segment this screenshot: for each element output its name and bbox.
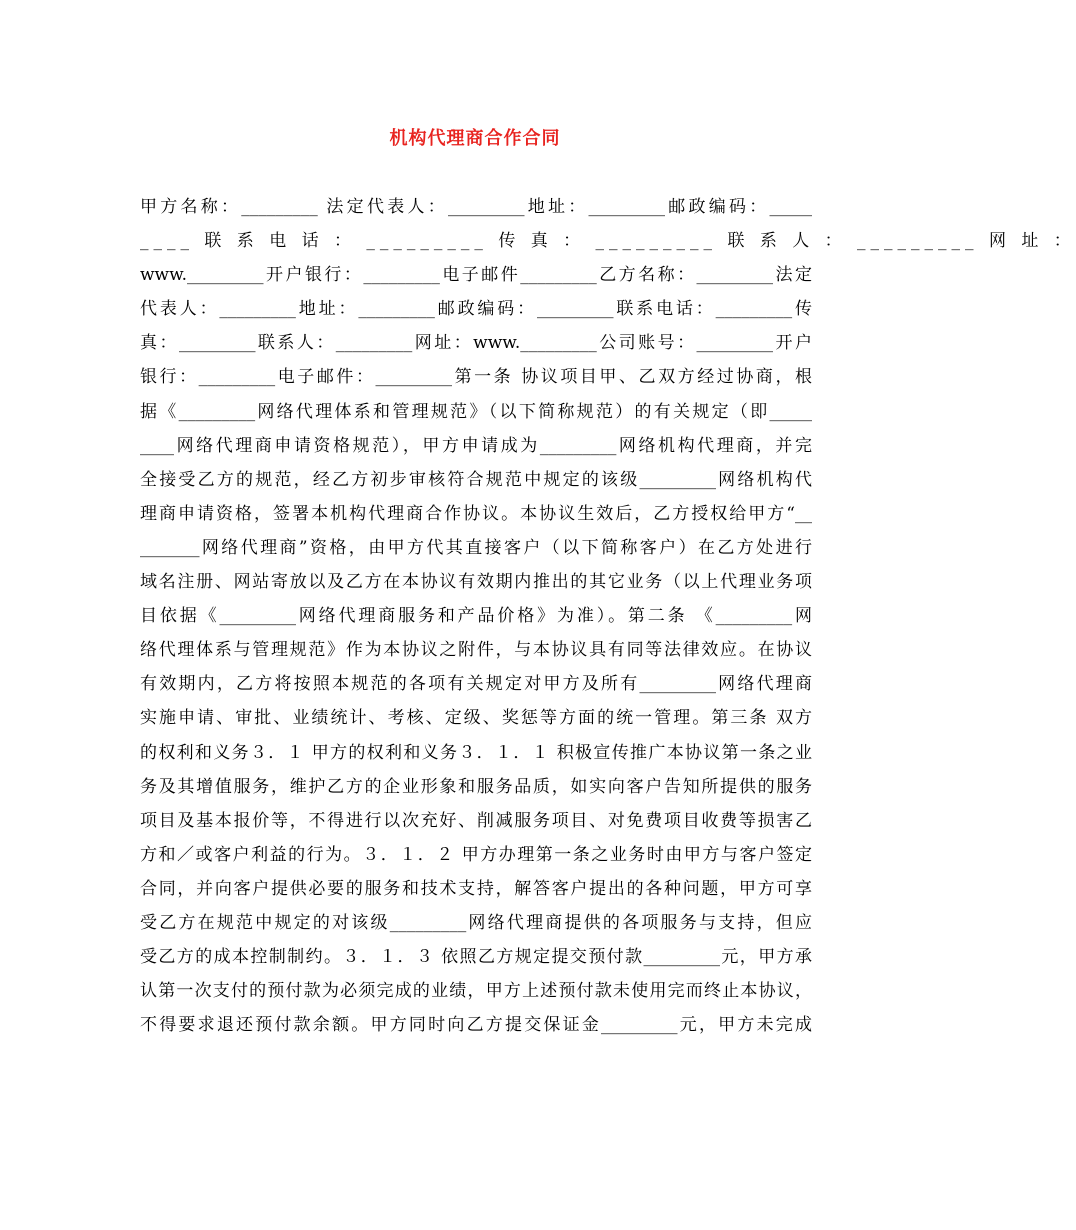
document-body (140, 190, 1076, 1042)
body-line: 真：_________联系人：_________网址：www._________公司账号：_________开户 (140, 333, 812, 354)
body-line: 络代理体系与管理规范》作为本协议之附件，与本协议具有同等法律效应。在协议 (140, 640, 812, 661)
body-line: 据《_________网络代理体系和管理规范》（以下简称规范）的有关规定（即_____ (140, 401, 812, 422)
document-title: 机构代理商合作合同 (389, 128, 561, 149)
body-line: 受乙方在规范中规定的对该级_________网络代理商提供的各项服务与支持，但应 (140, 912, 812, 933)
body-line: ____ 联 系 电 话 ： _________ 传 真 ： _________ 联 系 人 ： _________ 网 址 ： (140, 231, 1076, 252)
body-line: 认第一次支付的预付款为必须完成的业绩，甲方上述预付款未使用完而终止本协议， (140, 981, 812, 1002)
body-line: 不得要求退还预付款余额。甲方同时向乙方提交保证金_________元，甲方未完成 (140, 1015, 812, 1036)
body-line: 实施申请、审批、业绩统计、考核、定级、奖惩等方面的统一管理。第三条 双方 (140, 708, 812, 729)
body-line: 合同，并向客户提供必要的服务和技术支持，解答客户提出的各种问题，甲方可享 (140, 878, 812, 899)
body-line: www._________开户银行：_________电子邮件_________乙方名称：_________法定 (140, 265, 812, 286)
body-line: 务及其增值服务，维护乙方的企业形象和服务品质，如实向客户告知所提供的服务 (140, 776, 812, 797)
body-line: 甲方名称：_________ 法定代表人：_________地址：_________邮政编码：_____ (140, 197, 812, 217)
body-line: 的权利和义务３．１ 甲方的权利和义务３．１．１ 积极宣传推广本协议第一条之业 (140, 742, 812, 763)
body-line: 理商申请资格，签署本机构代理商合作协议。本协议生效后，乙方授权给甲方“__ (140, 503, 812, 524)
body-line: 全接受乙方的规范，经乙方初步审核符合规范中规定的该级_________网络机构代 (140, 469, 812, 490)
body-line: 银行：_________电子邮件：_________第一条 协议项目甲、乙双方经过协商，根 (140, 367, 812, 388)
body-line: ____网络代理商申请资格规范），甲方申请成为_________网络机构代理商，并完 (140, 435, 812, 456)
body-line: 受乙方的成本控制制约。３．１．３ 依照乙方规定提交预付款_________元，甲方承 (140, 947, 812, 968)
body-line: 域名注册、网站寄放以及乙方在本协议有效期内推出的其它业务（以上代理业务项 (140, 572, 812, 593)
body-line: 代表人：_________地址：_________邮政编码：_________联系电话：_________传 (140, 299, 812, 320)
body-line: 目依据《_________网络代理商服务和产品价格》为准）。第二条 《_________网 (140, 606, 812, 627)
body-line: 有效期内，乙方将按照本规范的各项有关规定对甲方及所有_________网络代理商 (140, 674, 812, 695)
body-line: 项目及基本报价等，不得进行以次充好、削减服务项目、对免费项目收费等损害乙 (140, 810, 812, 831)
body-line: _______网络代理商”资格，由甲方代其直接客户（以下简称客户）在乙方处进行 (140, 537, 812, 558)
body-line: 方和／或客户利益的行为。３．１．２ 甲方办理第一条之业务时由甲方与客户签定 (140, 844, 812, 865)
